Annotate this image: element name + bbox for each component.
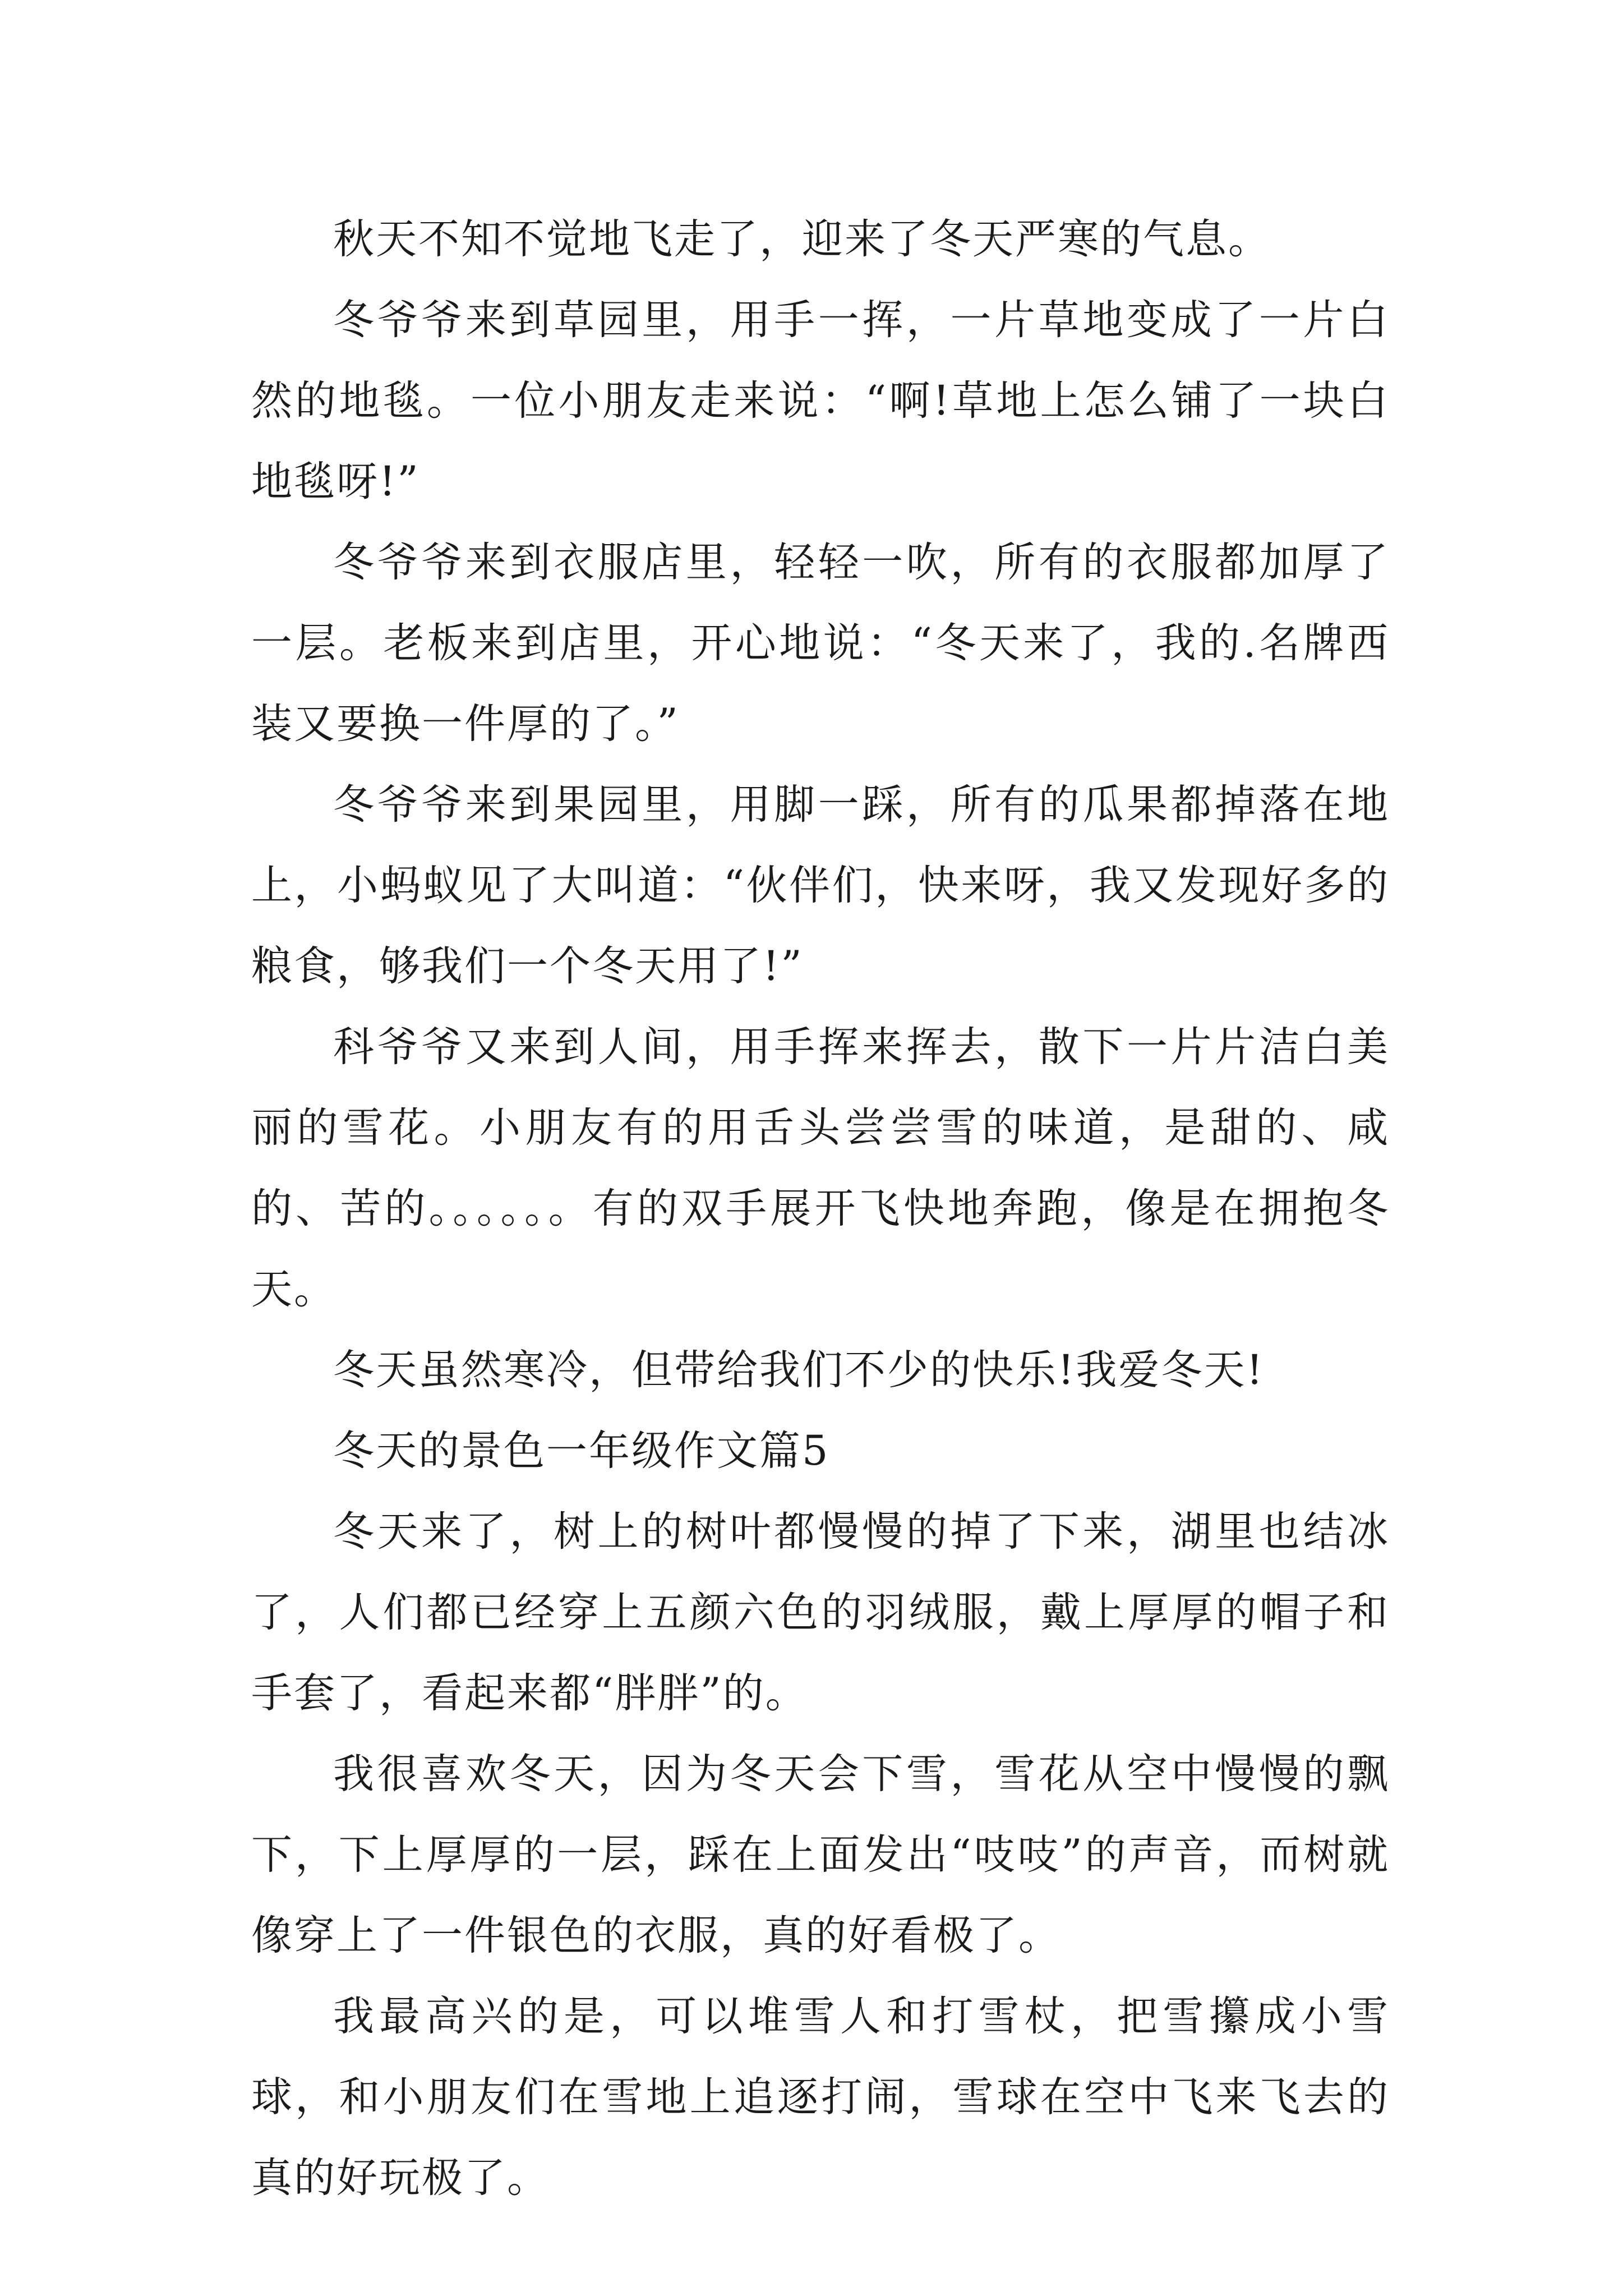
paragraph: 科爷爷又来到人间，用手挥来挥去，散下一片片洁白美丽的雪花。小朋友有的用舌头尝尝雪的味道，是甜的、咸的、苦的。。。。。。有的双手展开飞快地奔跑，像是在拥抱冬天。 <box>251 1023 1390 1313</box>
paragraph: 秋天不知不觉地飞走了，迎来了冬天严寒的气息。 <box>333 215 1271 263</box>
paragraph: 冬爷爷来到果园里，用脚一踩，所有的瓜果都掉落在地上，小蚂蚁见了大叫道：“伙伴们，快来呀，我又发现好多的粮食，够我们一个冬天用了!” <box>251 781 1390 990</box>
paragraph: 冬爷爷来到衣服店里，轻轻一吹，所有的衣服都加厚了一层。老板来到店里，开心地说：“冬天来了，我的.名牌西装又要换一件厚的了。” <box>251 539 1390 748</box>
section-heading: 冬天的景色一年级作文篇5 <box>333 1427 830 1475</box>
paragraph: 冬天虽然寒冷，但带给我们不少的快乐!我爱冬天! <box>333 1346 1265 1394</box>
paragraph: 冬爷爷来到草园里，用手一挥，一片草地变成了一片白然的地毯。一位小朋友走来说：“啊!草地上怎么铺了一块白地毯呀!” <box>251 296 1390 505</box>
paragraph: 我很喜欢冬天，因为冬天会下雪，雪花从空中慢慢的飘下，下上厚厚的一层，踩在上面发出“吱吱”的声音，而树就像穿上了一件银色的衣服，真的好看极了。 <box>251 1750 1390 1959</box>
paragraph: 我最高兴的是，可以堆雪人和打雪杖，把雪攥成小雪球，和小朋友们在雪地上追逐打闹，雪球在空中飞来飞去的真的好玩极了。 <box>251 1993 1390 2202</box>
document-body <box>251 199 1390 2219</box>
paragraph: 冬天来了，树上的树叶都慢慢的掉了下来，湖里也结冰了，人们都已经穿上五颜六色的羽绒服，戴上厚厚的帽子和手套了，看起来都“胖胖”的。 <box>251 1508 1390 1717</box>
